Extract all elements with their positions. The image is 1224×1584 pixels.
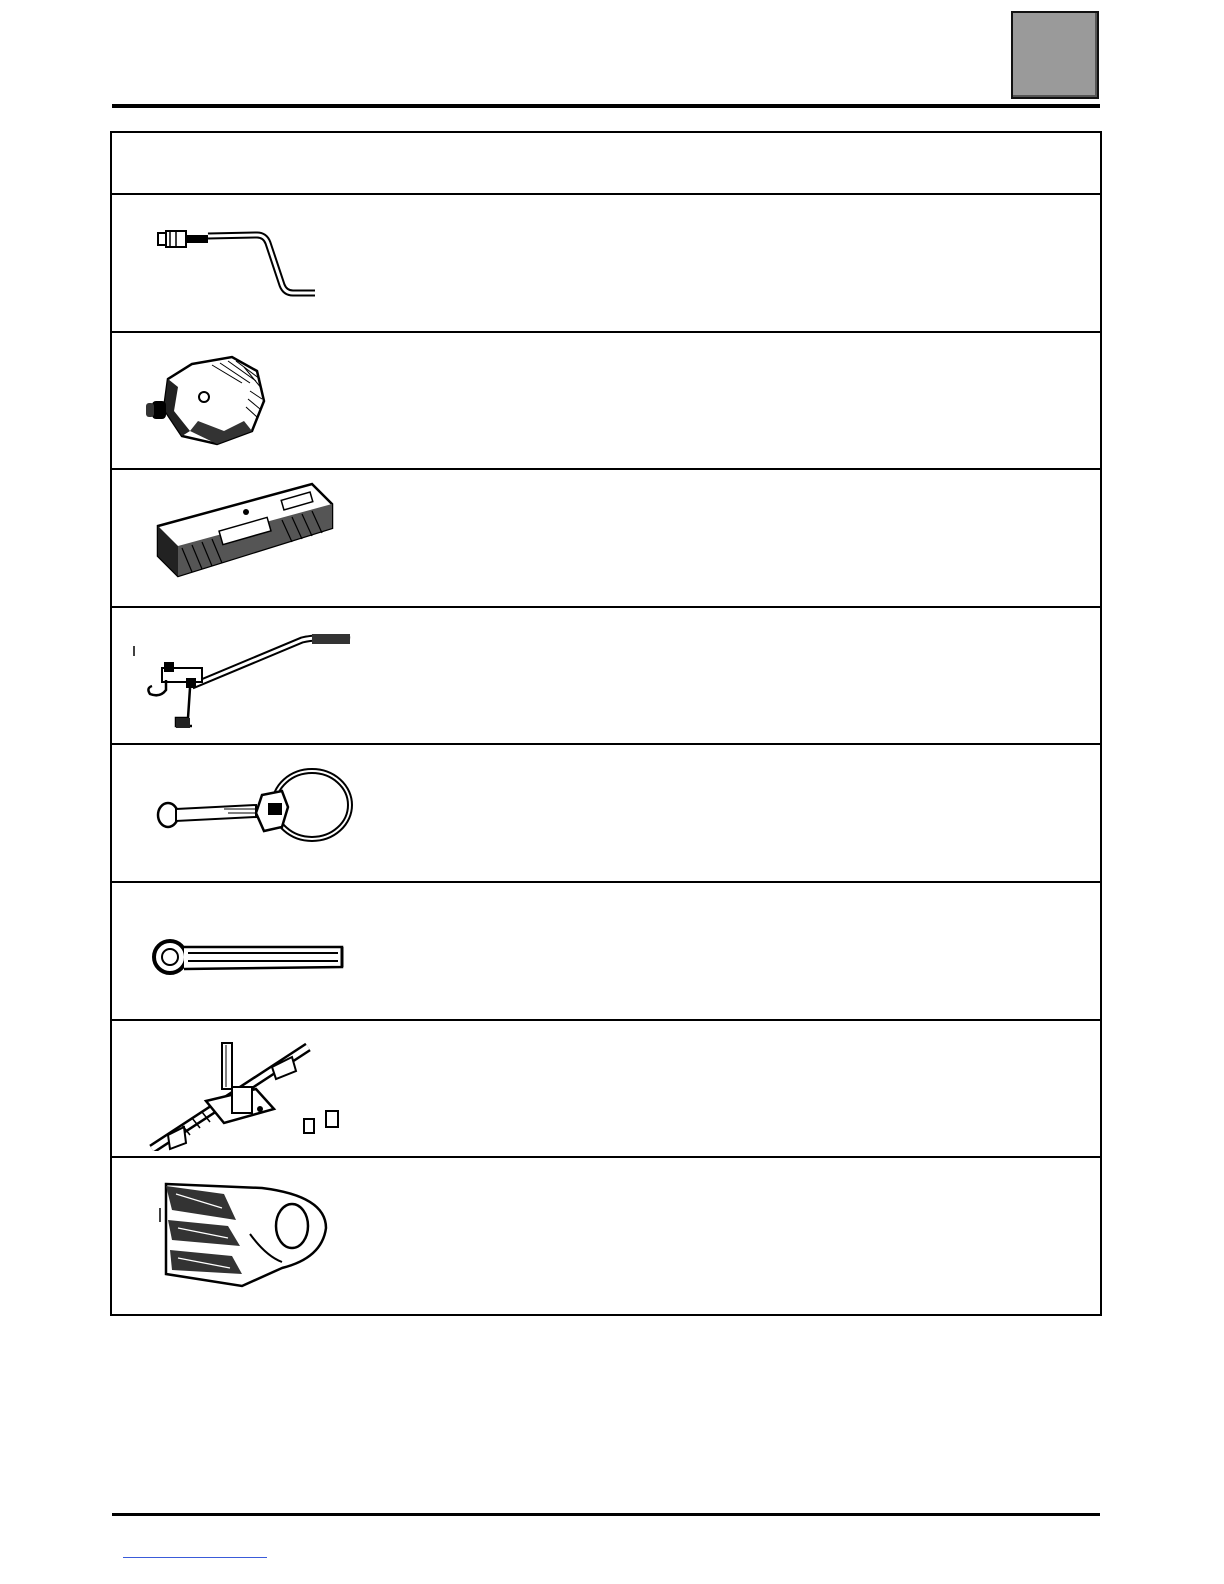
slotted-block-holder-icon <box>112 470 372 606</box>
tool-row <box>112 1021 1100 1159</box>
tool-row <box>112 1158 1100 1296</box>
footer-rule <box>112 1513 1100 1516</box>
header-rule <box>112 104 1100 108</box>
octagonal-nut-wrench-icon <box>112 333 372 469</box>
bearing-press-tool-icon <box>112 1021 372 1157</box>
footer-link-underline[interactable] <box>123 1557 267 1558</box>
tool-row <box>112 883 1100 1021</box>
special-tools-table <box>110 131 1102 1316</box>
tool-row <box>112 745 1100 883</box>
strap-filter-wrench-icon <box>112 745 372 881</box>
section-tab-marker <box>1011 11 1099 99</box>
table-header-row <box>112 133 1100 195</box>
ring-spanner-icon <box>112 883 372 1019</box>
tool-row <box>112 608 1100 746</box>
lever-puller-tool-icon <box>112 608 372 744</box>
tool-row <box>112 333 1100 471</box>
crank-handle-tool-icon <box>112 195 372 331</box>
tool-row <box>112 470 1100 608</box>
forked-stepped-block-icon <box>112 1158 372 1296</box>
tool-row <box>112 195 1100 333</box>
